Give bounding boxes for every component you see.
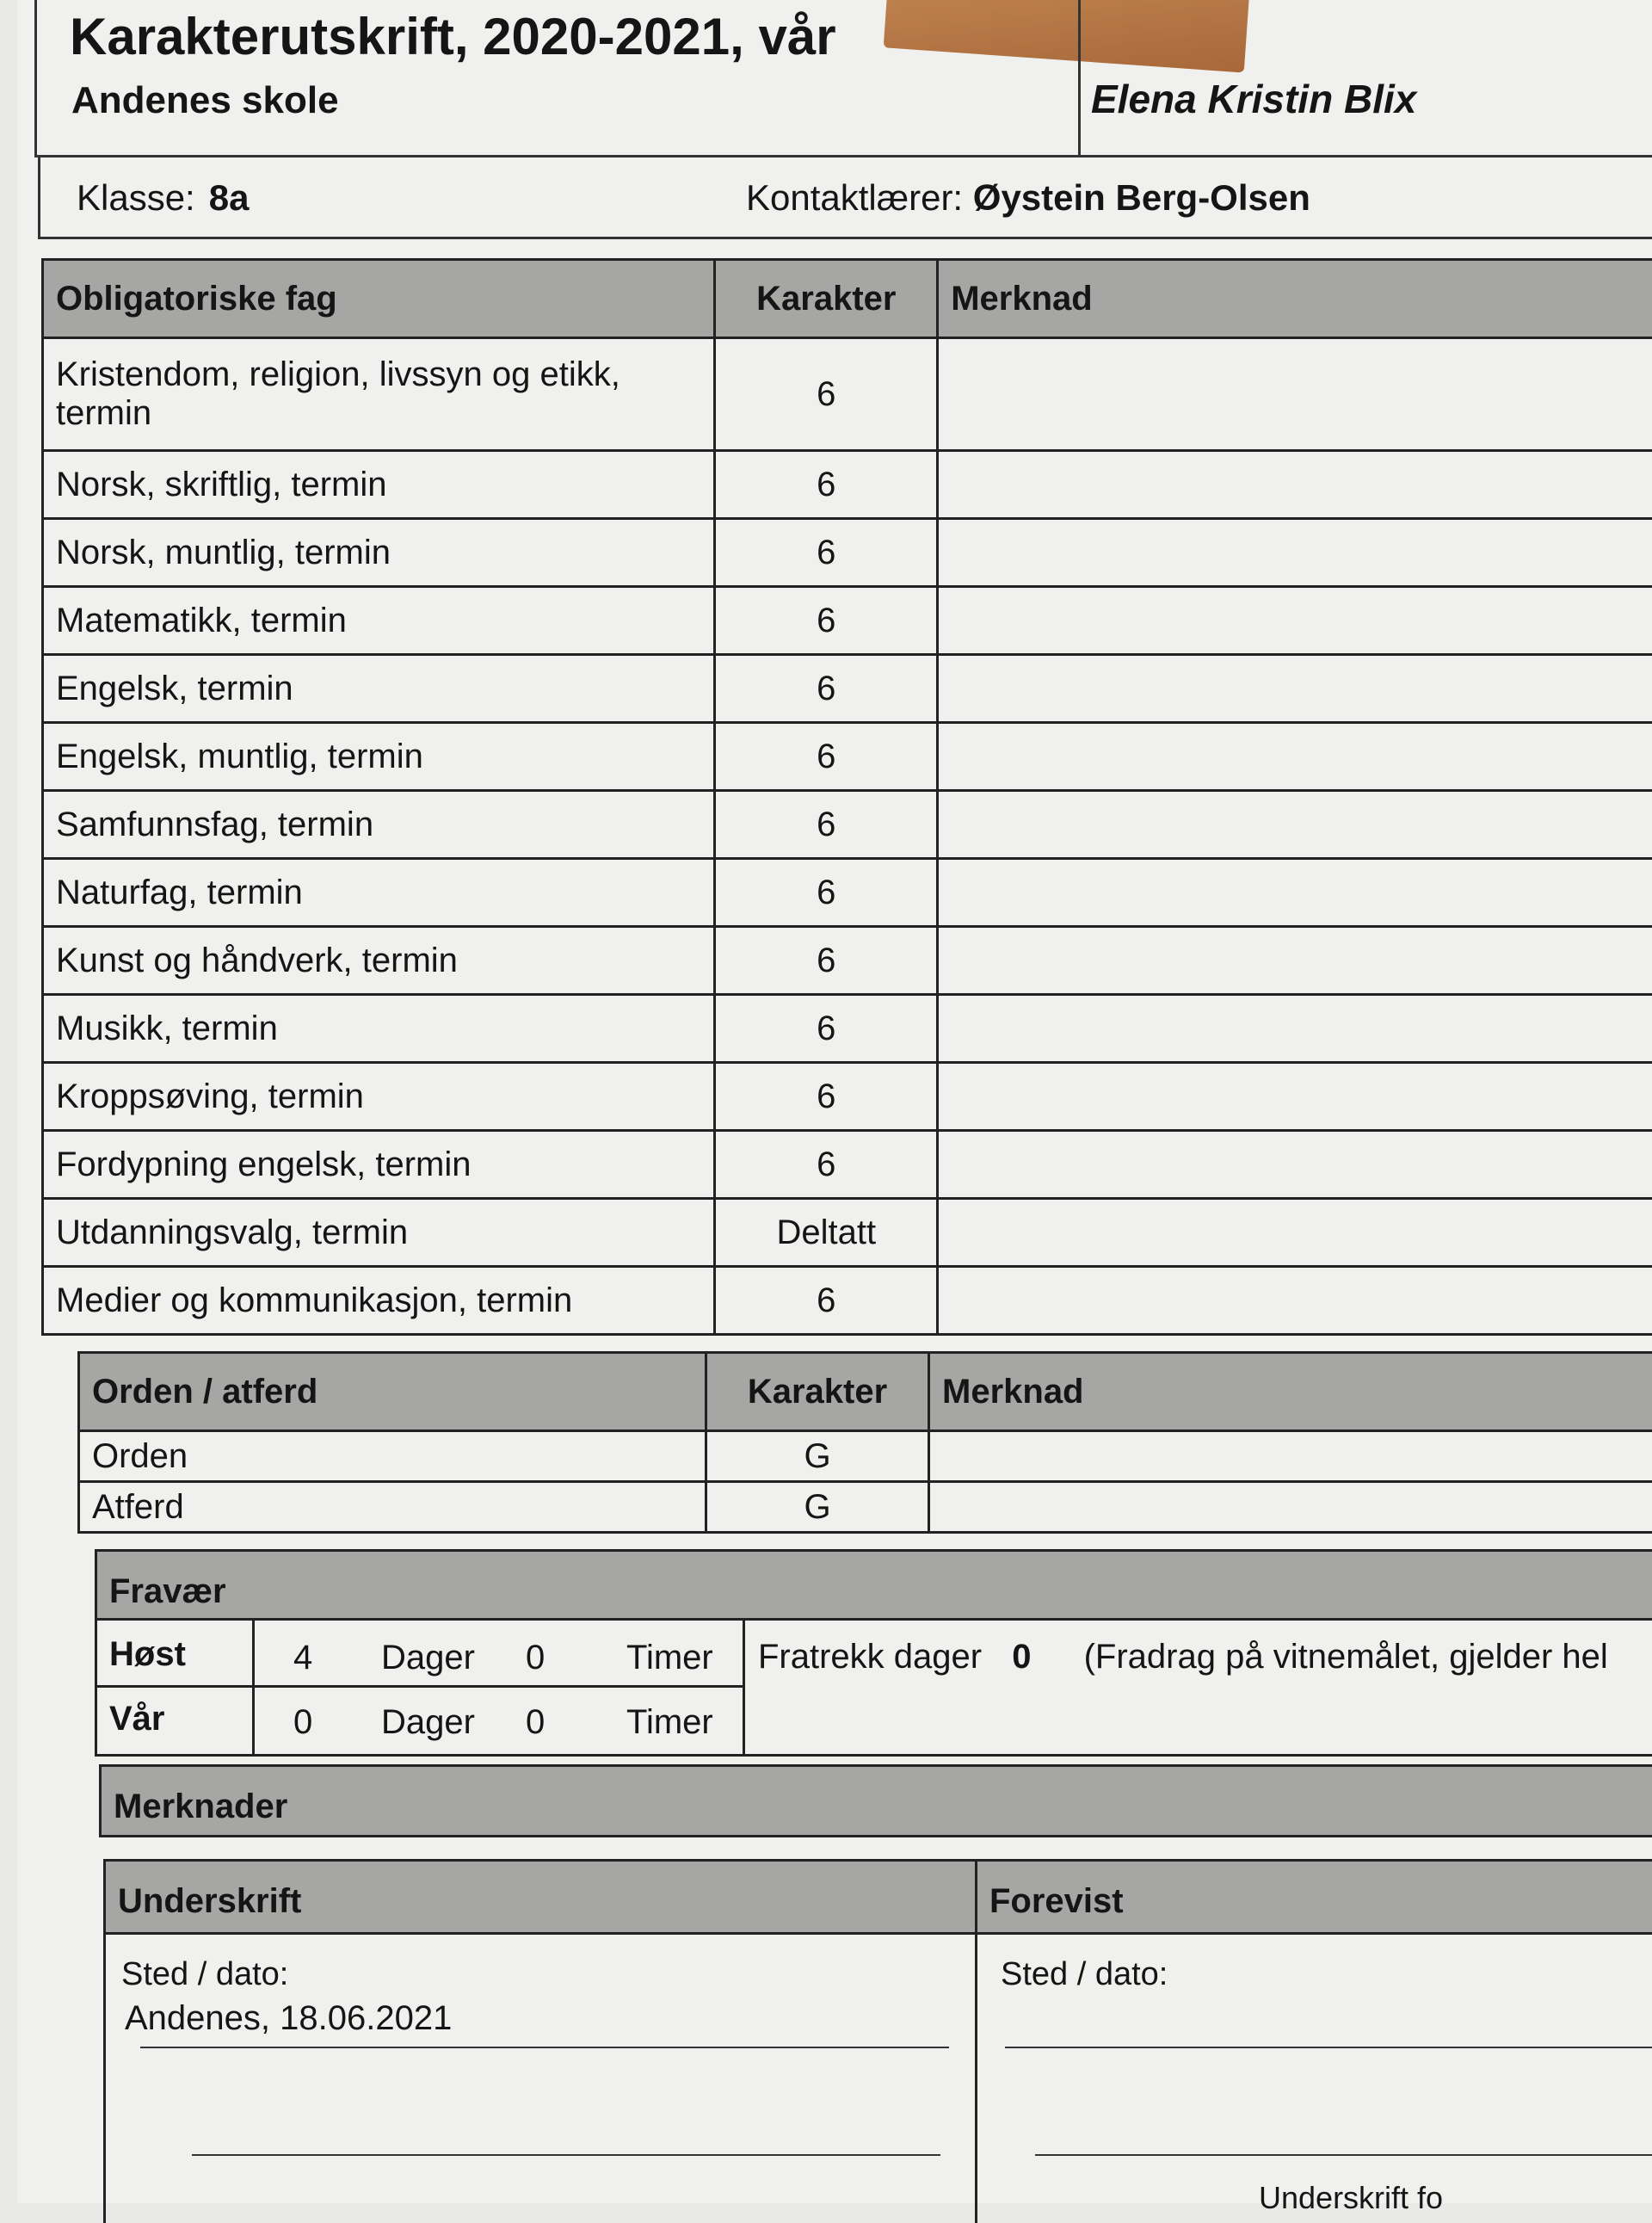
absence-box [95, 1549, 1652, 1757]
subject-grade: 6 [715, 587, 938, 655]
table-row [43, 995, 1652, 1063]
guardian-caption: Underskrift fo [1259, 2180, 1443, 2216]
subject-remark [938, 451, 1652, 519]
deduction-info [758, 1638, 1608, 1677]
subject-grade: 6 [715, 451, 938, 519]
subject-grade: 6 [715, 927, 938, 995]
subject-name: Kristendom, religion, livssyn og etikk, termin [43, 338, 715, 451]
subject-grade: Deltatt [715, 1199, 938, 1267]
signature-section [103, 1859, 1652, 2223]
table-row [43, 791, 1652, 859]
place-date-value: Andenes, 18.06.2021 [125, 1999, 452, 2038]
subject-remark [938, 655, 1652, 723]
subject-remark [938, 995, 1652, 1063]
conduct-grade-header: Karakter [706, 1353, 929, 1431]
subject-grade: 6 [715, 519, 938, 587]
autumn-days: 4 [293, 1639, 312, 1677]
conduct-remark-header: Merknad [929, 1353, 1652, 1431]
subject-remark [938, 791, 1652, 859]
conduct-name: Atferd [79, 1482, 706, 1533]
hours-label: Timer [626, 1703, 713, 1742]
subject-grade: 6 [715, 655, 938, 723]
table-row [43, 519, 1652, 587]
subject-name: Kroppsøving, termin [43, 1063, 715, 1131]
spring-label: Vår [109, 1700, 165, 1738]
absence-title: Fravær [97, 1552, 1652, 1621]
table-row [79, 1431, 1652, 1482]
table-row [43, 723, 1652, 791]
subject-grade: 6 [715, 859, 938, 927]
subject-grade: 6 [715, 995, 938, 1063]
signature-line [192, 2154, 940, 2156]
contact-label: Kontaktlærer: [746, 177, 963, 218]
table-row [43, 587, 1652, 655]
absence-row-autumn [97, 1623, 743, 1685]
conduct-name: Orden [79, 1431, 706, 1482]
shown-header: Forevist [977, 1862, 1652, 1935]
subject-name: Samfunnsfag, termin [43, 791, 715, 859]
table-row [43, 927, 1652, 995]
subject-remark [938, 859, 1652, 927]
signature-divider [975, 1862, 977, 2223]
autumn-label: Høst [109, 1635, 186, 1674]
days-label: Dager [381, 1703, 475, 1742]
class-info [77, 177, 249, 219]
class-value: 8a [209, 177, 250, 218]
subject-name: Fordypning engelsk, termin [43, 1131, 715, 1199]
subject-remark [938, 587, 1652, 655]
table-row [79, 1482, 1652, 1533]
signature-header: Underskrift [106, 1862, 975, 1935]
conduct-grade: G [706, 1482, 929, 1533]
school-name: Andenes skole [71, 79, 339, 122]
subject-remark [938, 519, 1652, 587]
subject-grade: 6 [715, 1063, 938, 1131]
table-row [43, 655, 1652, 723]
hours-label: Timer [626, 1639, 713, 1677]
subject-remark [938, 927, 1652, 995]
subject-remark [938, 1199, 1652, 1267]
guardian-signature-line [1035, 2154, 1652, 2156]
subject-remark [938, 338, 1652, 451]
absence-divider [743, 1621, 745, 1754]
grade-header: Karakter [715, 260, 938, 338]
student-name: Elena Kristin Blix [1091, 76, 1416, 122]
subject-grade: 6 [715, 723, 938, 791]
subject-name: Medier og kommunikasjon, termin [43, 1267, 715, 1335]
table-row [43, 1199, 1652, 1267]
subject-name: Utdanningsvalg, termin [43, 1199, 715, 1267]
subjects-table [41, 258, 1652, 1336]
subject-remark [938, 723, 1652, 791]
conduct-remark [929, 1431, 1652, 1482]
header-box [34, 0, 1652, 157]
subject-remark [938, 1063, 1652, 1131]
subject-remark [938, 1131, 1652, 1199]
conduct-header: Orden / atferd [79, 1353, 706, 1431]
table-row [43, 338, 1652, 451]
contact-teacher [746, 177, 1310, 219]
header-divider [1078, 0, 1081, 155]
subject-grade: 6 [715, 1267, 938, 1335]
subject-name: Norsk, skriftlig, termin [43, 451, 715, 519]
place-date-label: Sted / dato: [121, 1956, 288, 1993]
class-label: Klasse: [77, 177, 195, 218]
shown-place-date-line [1005, 2047, 1652, 2048]
subject-name: Norsk, muntlig, termin [43, 519, 715, 587]
absence-row-spring [97, 1685, 743, 1750]
deduction-note: (Fradrag på vitnemålet, gjelder hel [1084, 1638, 1608, 1676]
page-title: Karakterutskrift, 2020-2021, vår [70, 7, 836, 66]
subject-grade: 6 [715, 1131, 938, 1199]
remarks-header: Merknader [99, 1764, 1652, 1837]
subject-name: Engelsk, muntlig, termin [43, 723, 715, 791]
table-row [43, 859, 1652, 927]
deduction-label: Fratrekk dager [758, 1638, 982, 1676]
place-date-line [140, 2047, 949, 2048]
class-row [38, 155, 1652, 239]
spring-days: 0 [293, 1703, 312, 1742]
contact-value: Øystein Berg-Olsen [973, 177, 1310, 218]
conduct-table [77, 1351, 1652, 1534]
subject-name: Engelsk, termin [43, 655, 715, 723]
table-row [43, 451, 1652, 519]
subject-name: Musikk, termin [43, 995, 715, 1063]
deduction-value: 0 [1012, 1638, 1031, 1676]
conduct-remark [929, 1482, 1652, 1533]
days-label: Dager [381, 1639, 475, 1677]
subject-name: Naturfag, termin [43, 859, 715, 927]
subject-remark [938, 1267, 1652, 1335]
shown-place-date-label: Sted / dato: [1001, 1956, 1168, 1993]
subject-name: Kunst og håndverk, termin [43, 927, 715, 995]
table-row [43, 1131, 1652, 1199]
subject-grade: 6 [715, 791, 938, 859]
report-sheet [17, 0, 1652, 2203]
subjects-header: Obligatoriske fag [43, 260, 715, 338]
subject-grade: 6 [715, 338, 938, 451]
autumn-hours: 0 [526, 1639, 545, 1677]
spring-hours: 0 [526, 1703, 545, 1742]
table-row [43, 1063, 1652, 1131]
remark-header: Merknad [938, 260, 1652, 338]
subject-name: Matematikk, termin [43, 587, 715, 655]
conduct-grade: G [706, 1431, 929, 1482]
table-row [43, 1267, 1652, 1335]
